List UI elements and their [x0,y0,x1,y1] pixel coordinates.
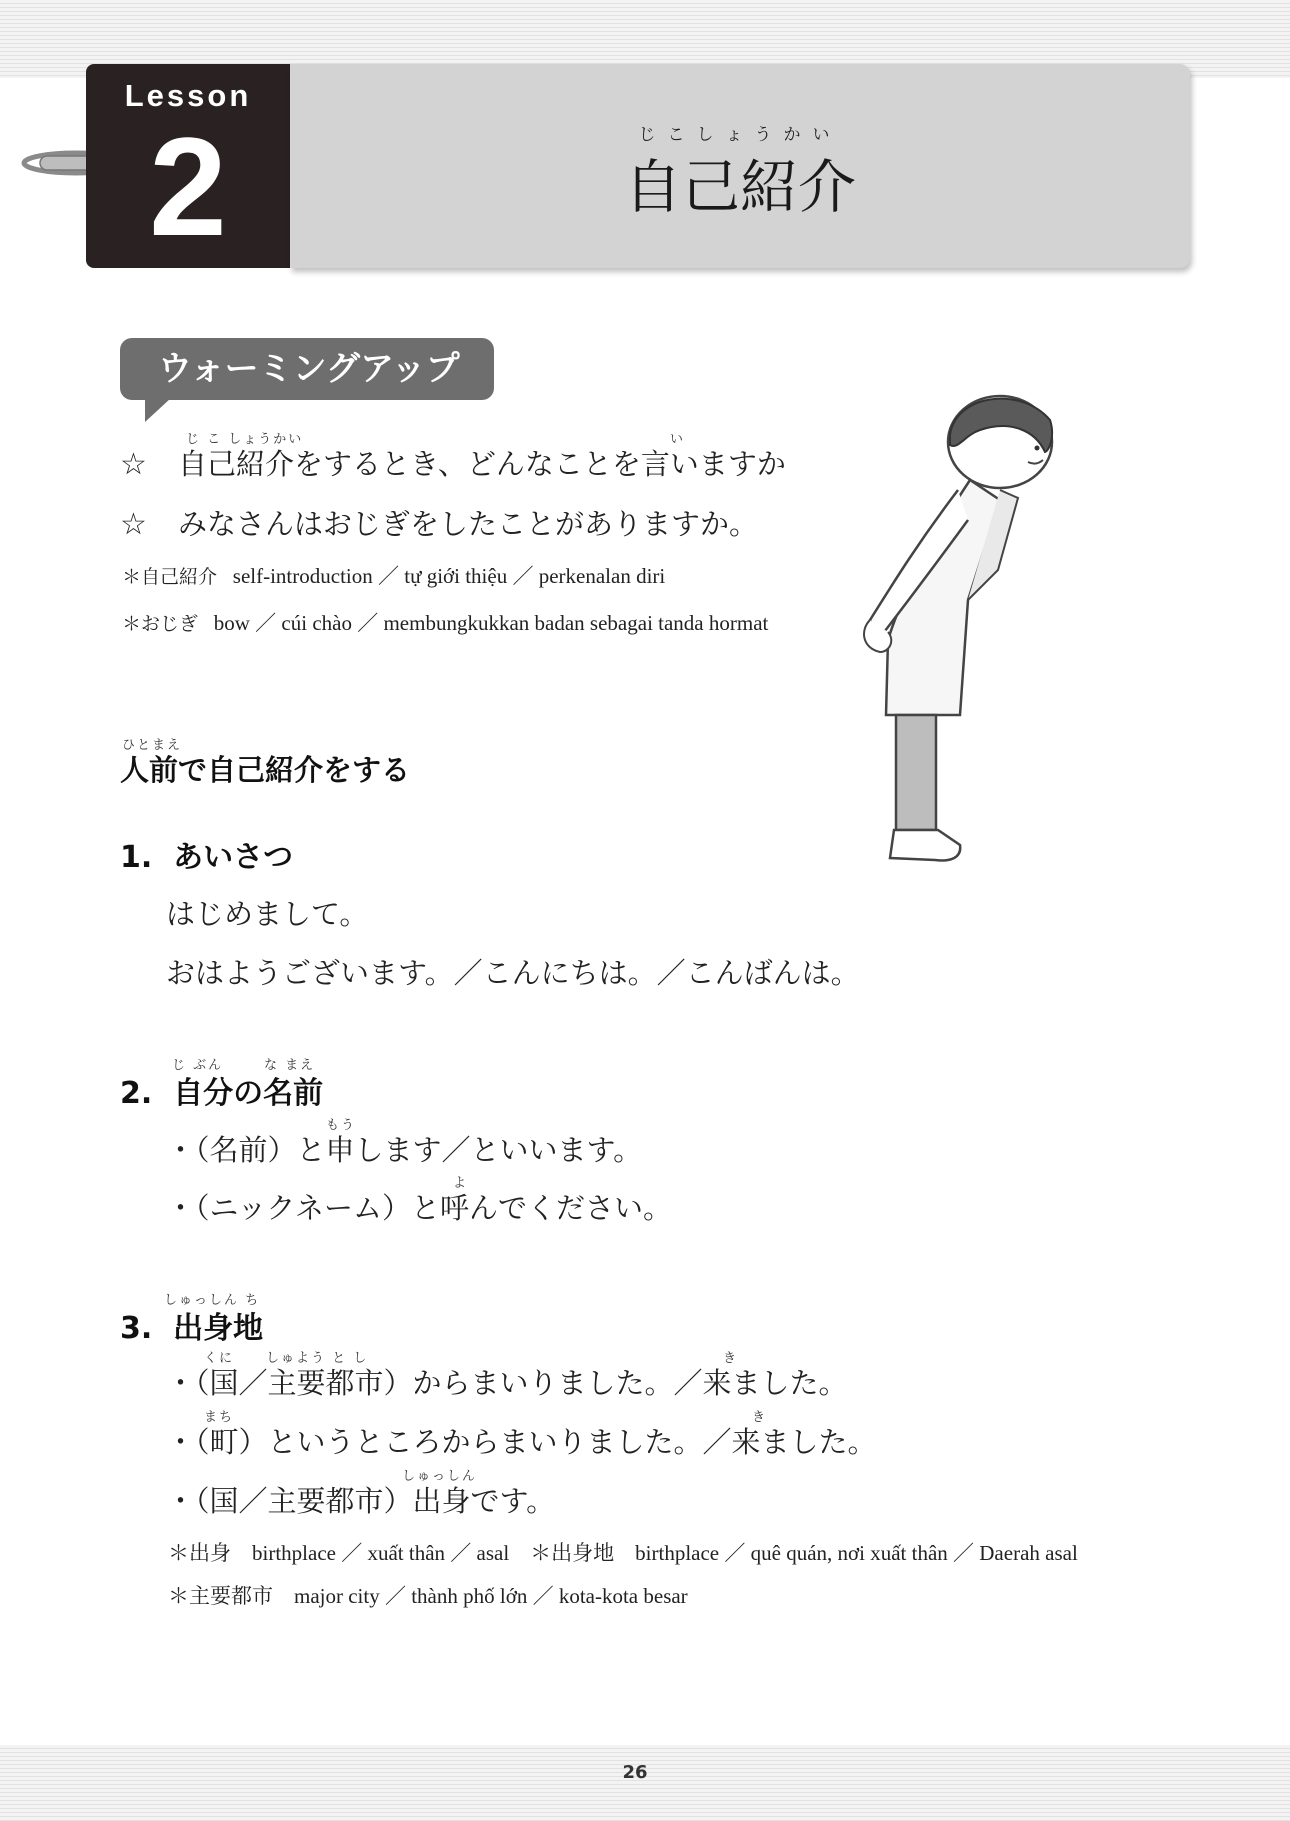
item-1-line-1: はじめまして。 [166,897,369,931]
page-number: 26 [622,1762,648,1783]
warmup-question-1 [120,442,786,483]
question-text: 自己紹介をするとき、どんなことを言いますか [178,447,786,481]
item-2-heading [120,1068,323,1112]
item-3-ruby: しゅっしん ち [164,1293,261,1308]
item-number: 3. [120,1311,153,1346]
lesson-badge [86,64,290,268]
item-3-note-1: ＊出身 birthplace ／ xuất thân ／ asal ＊出身地 birthplace ／ quê quán, nơi xuất thân ／ Daerah asal [168,1541,1078,1565]
note-gloss: bow ／ cúi chào ／ membungkukkan badan sebagai tanda hormat [213,611,769,635]
item-3-line-1-ruby-2: しゅよう と し [266,1351,369,1366]
star-icon: ☆ [120,507,147,542]
bowing-person-illustration [850,390,1080,870]
warmup-question-2 [120,502,758,543]
item-3-line-2-ruby-2: き [752,1410,768,1425]
page-title: 自己紹介 [623,153,856,221]
item-2-line-1-ruby: もう [326,1118,357,1133]
item-3-line-1: ・（国／主要都市）からまいりました。／来ました。 [166,1366,848,1400]
item-3-line-2: ・（町）というところからまいりました。／来ました。 [166,1425,877,1459]
item-2-line-2-ruby: よ [453,1176,469,1191]
note-gloss: self-introduction ／ tự giới thiệu ／ perkenalan diri [232,564,666,588]
item-2-ruby-1: じ ぶん [172,1058,224,1073]
item-1-line-2: おはようございます。／こんにちは。／こんばんは。 [166,956,860,990]
item-3-heading [120,1303,263,1347]
item-1-heading [120,832,293,876]
star-icon: ☆ [120,447,147,482]
note-term: ＊おじぎ [122,613,199,635]
question-1-ruby-2: い [670,432,686,447]
item-3-note-2: ＊主要都市 major city ／ thành phố lớn ／ kota-kota besar [168,1584,688,1608]
item-3-line-2-ruby-1: まち [204,1410,235,1425]
item-2-line-1: ・（名前）と申します／といいます。 [166,1133,643,1167]
item-3-line-3: ・（国／主要都市）出身です。 [166,1484,556,1518]
item-2-line-2: ・（ニックネーム）と呼んでください。 [166,1191,673,1225]
item-title: 自分の名前 [173,1076,324,1111]
bottom-stripes [0,1745,1290,1821]
item-title: あいさつ [173,840,294,875]
item-3-line-1-ruby-3: き [723,1351,739,1366]
title-ruby: じこしょうかい [638,125,842,145]
note-term: ＊自己紹介 [122,566,218,588]
warmup-badge: ウォーミングアップ [120,338,494,400]
lesson-number: 2 [149,108,227,265]
question-text: みなさんはおじぎをしたことがありますか。 [178,507,759,541]
section-title: 人前で自己紹介をする [120,753,411,787]
lesson-label: Lesson [124,78,252,113]
section-title-ruby: ひとまえ [122,738,183,753]
question-1-ruby: じ こ しょうかい [186,432,304,447]
item-2-ruby-2: な まえ [264,1058,316,1073]
title-bar [290,64,1190,268]
item-number: 1. [120,840,153,875]
warmup-badge-tail [145,398,171,422]
item-3-line-1-ruby-1: くに [204,1351,235,1366]
item-3-line-3-ruby: しゅっしん [402,1469,478,1484]
warmup-note-1 [122,560,665,590]
item-title: 出身地 [173,1311,264,1346]
warmup-note-2 [122,607,768,637]
item-number: 2. [120,1076,153,1111]
